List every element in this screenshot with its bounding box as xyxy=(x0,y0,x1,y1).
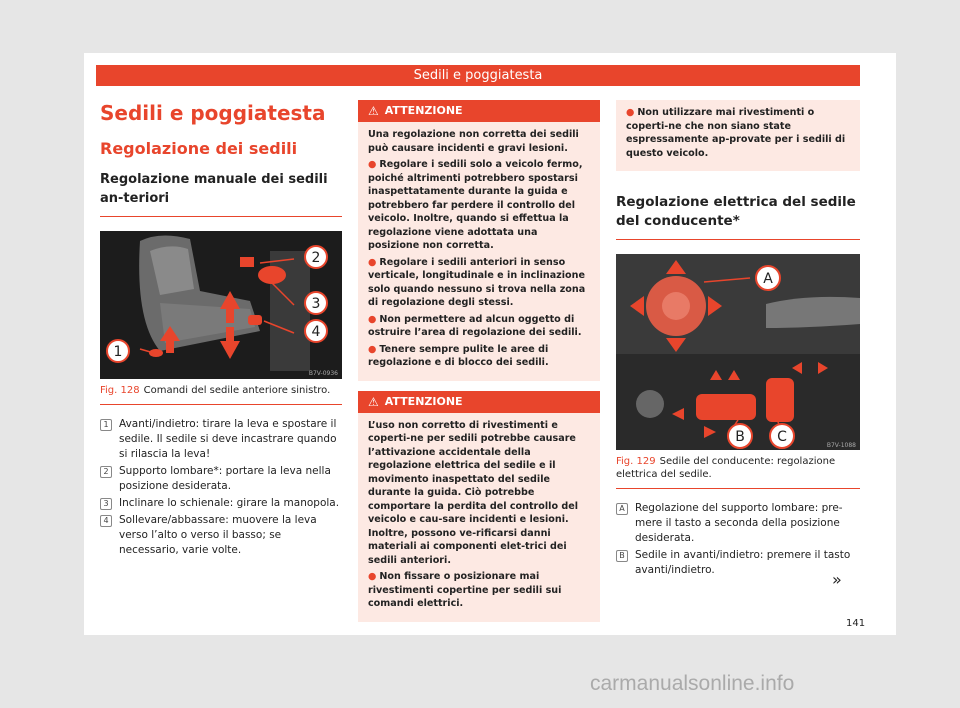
item-badge: B xyxy=(616,550,628,562)
item-text: Inclinare lo schienale: girare la manopola. xyxy=(119,497,340,509)
warning-title: ⚠ ATTENZIONE xyxy=(358,100,600,122)
fig2-label-c: C xyxy=(777,429,787,445)
fig2-label-a: A xyxy=(763,271,773,287)
warning-box-2 xyxy=(358,391,600,622)
figure-number: Fig. 129 xyxy=(616,456,656,467)
page-number: 141 xyxy=(846,618,866,629)
item-text: Supporto lombare*: portare la leva nella posizione desiderata. xyxy=(119,465,331,492)
warning-bullet: ● Regolare i sedili solo a veicolo fermo, poiché altrimenti potrebbero spostarsi inaspettatamente durante la guida e potrebbero far perdere il controllo del veicolo. Inoltre, quando si effettua la regolazione viene adottata una posizione non corretta. xyxy=(368,159,583,251)
figure-caption xyxy=(616,450,860,489)
chapter-title: Sedili e poggiatesta xyxy=(100,101,326,125)
warning-bullet: ● Regolare i sedili anteriori in senso verticale, longitudinale e in inclinazione solo quando nessuno si trova nella zona di regolazione degli stessi. xyxy=(368,256,586,308)
warning-bullet: ● Non utilizzare mai rivestimenti o coperti-ne che non siano state espressamente ap-provate per i sedili di questo veicolo. xyxy=(626,107,846,159)
fig1-label-1: 1 xyxy=(113,344,123,360)
running-header: Sedili e poggiatesta xyxy=(96,65,860,86)
watermark: carmanualsonline.info xyxy=(590,672,795,695)
item-text: Regolazione del supporto lombare: pre-mere il tasto a seconda della posizione desiderata. xyxy=(635,502,843,544)
column-3 xyxy=(616,100,860,580)
list-item xyxy=(616,501,860,546)
item-badge: 2 xyxy=(100,466,112,478)
warning-bullet: ● Non fissare o posizionare mai rivestimenti copertine per sedili sui comandi elettrici. xyxy=(368,571,562,609)
seat-illustration xyxy=(100,231,342,379)
list-item xyxy=(100,496,342,511)
figure-number: Fig. 128 xyxy=(100,385,140,396)
control-list xyxy=(100,417,342,558)
fig2-label-b: B xyxy=(735,429,745,445)
warning-title: ⚠ ATTENZIONE xyxy=(358,391,600,413)
section-title: Regolazione dei sedili xyxy=(100,139,298,158)
column-1 xyxy=(100,100,342,560)
warning-box-1 xyxy=(358,100,600,381)
item-text: Avanti/indietro: tirare la leva e spostare il sedile. Il sedile si deve incastrare quando si rilascia la leva! xyxy=(119,418,337,460)
warning-bullet: ● Non permettere ad alcun oggetto di ostruire l’area di regolazione dei sedili. xyxy=(368,313,582,338)
fig1-label-2: 2 xyxy=(311,250,321,266)
warning-body xyxy=(616,100,860,171)
column-2 xyxy=(358,100,600,622)
figure-caption-text: Comandi del sedile anteriore sinistro. xyxy=(143,385,331,396)
warning-bullet: ● Tenere sempre pulite le aree di regolazione e di blocco dei sedili. xyxy=(368,343,549,368)
figure-caption xyxy=(100,379,342,405)
warning-box-continued xyxy=(616,100,860,171)
list-item xyxy=(100,513,342,558)
list-item xyxy=(100,417,342,462)
subsection-title: Regolazione elettrica del sedile del conducente* xyxy=(616,193,860,240)
item-text: Sedile in avanti/indietro: premere il tasto avanti/indietro. xyxy=(635,549,851,576)
list-item xyxy=(100,464,342,494)
item-badge: A xyxy=(616,503,628,515)
control-list xyxy=(616,501,860,578)
item-badge: 4 xyxy=(100,515,112,527)
fig2-code: B7V-1088 xyxy=(826,442,856,449)
warning-intro: Una regolazione non corretta dei sedili può causare incidenti e gravi lesioni. xyxy=(368,129,579,154)
warning-body xyxy=(358,413,600,622)
figure-seat-controls xyxy=(100,231,342,379)
fig1-label-3: 3 xyxy=(311,296,321,312)
figure-electric-seat xyxy=(616,254,860,450)
warning-triangle-icon: ⚠ xyxy=(368,394,379,409)
warning-triangle-icon: ⚠ xyxy=(368,104,379,118)
electric-seat-illustration xyxy=(616,254,860,450)
item-text: Sollevare/abbassare: muovere la leva verso l’alto o verso il basso; se necessario, varie volte. xyxy=(119,514,317,556)
warning-body xyxy=(358,122,600,381)
fig1-label-4: 4 xyxy=(311,324,321,340)
item-badge: 3 xyxy=(100,498,112,510)
fig1-code: B7V-0936 xyxy=(308,370,338,377)
list-item xyxy=(616,548,860,578)
continue-marker: » xyxy=(832,570,842,589)
warning-intro: L’uso non corretto di rivestimenti e coperti-ne per sedili potrebbe causare l’attivazione accidentale della regolazione elettrica del sedile e il movimento inaspettato del sedile durante la guida. Ciò potrebbe comportare la perdita del controllo del veicolo e cau-sare incidenti e lesioni. Inoltre, possono ve-rificarsi danni materiali ai componenti elet-trici dei sedili anteriori. xyxy=(368,419,579,566)
item-badge: 1 xyxy=(100,419,112,431)
figure-caption-text: Sedile del conducente: regolazione elettrica del sedile. xyxy=(616,456,836,480)
subsection-title: Regolazione manuale dei sedili an-teriori xyxy=(100,170,342,217)
